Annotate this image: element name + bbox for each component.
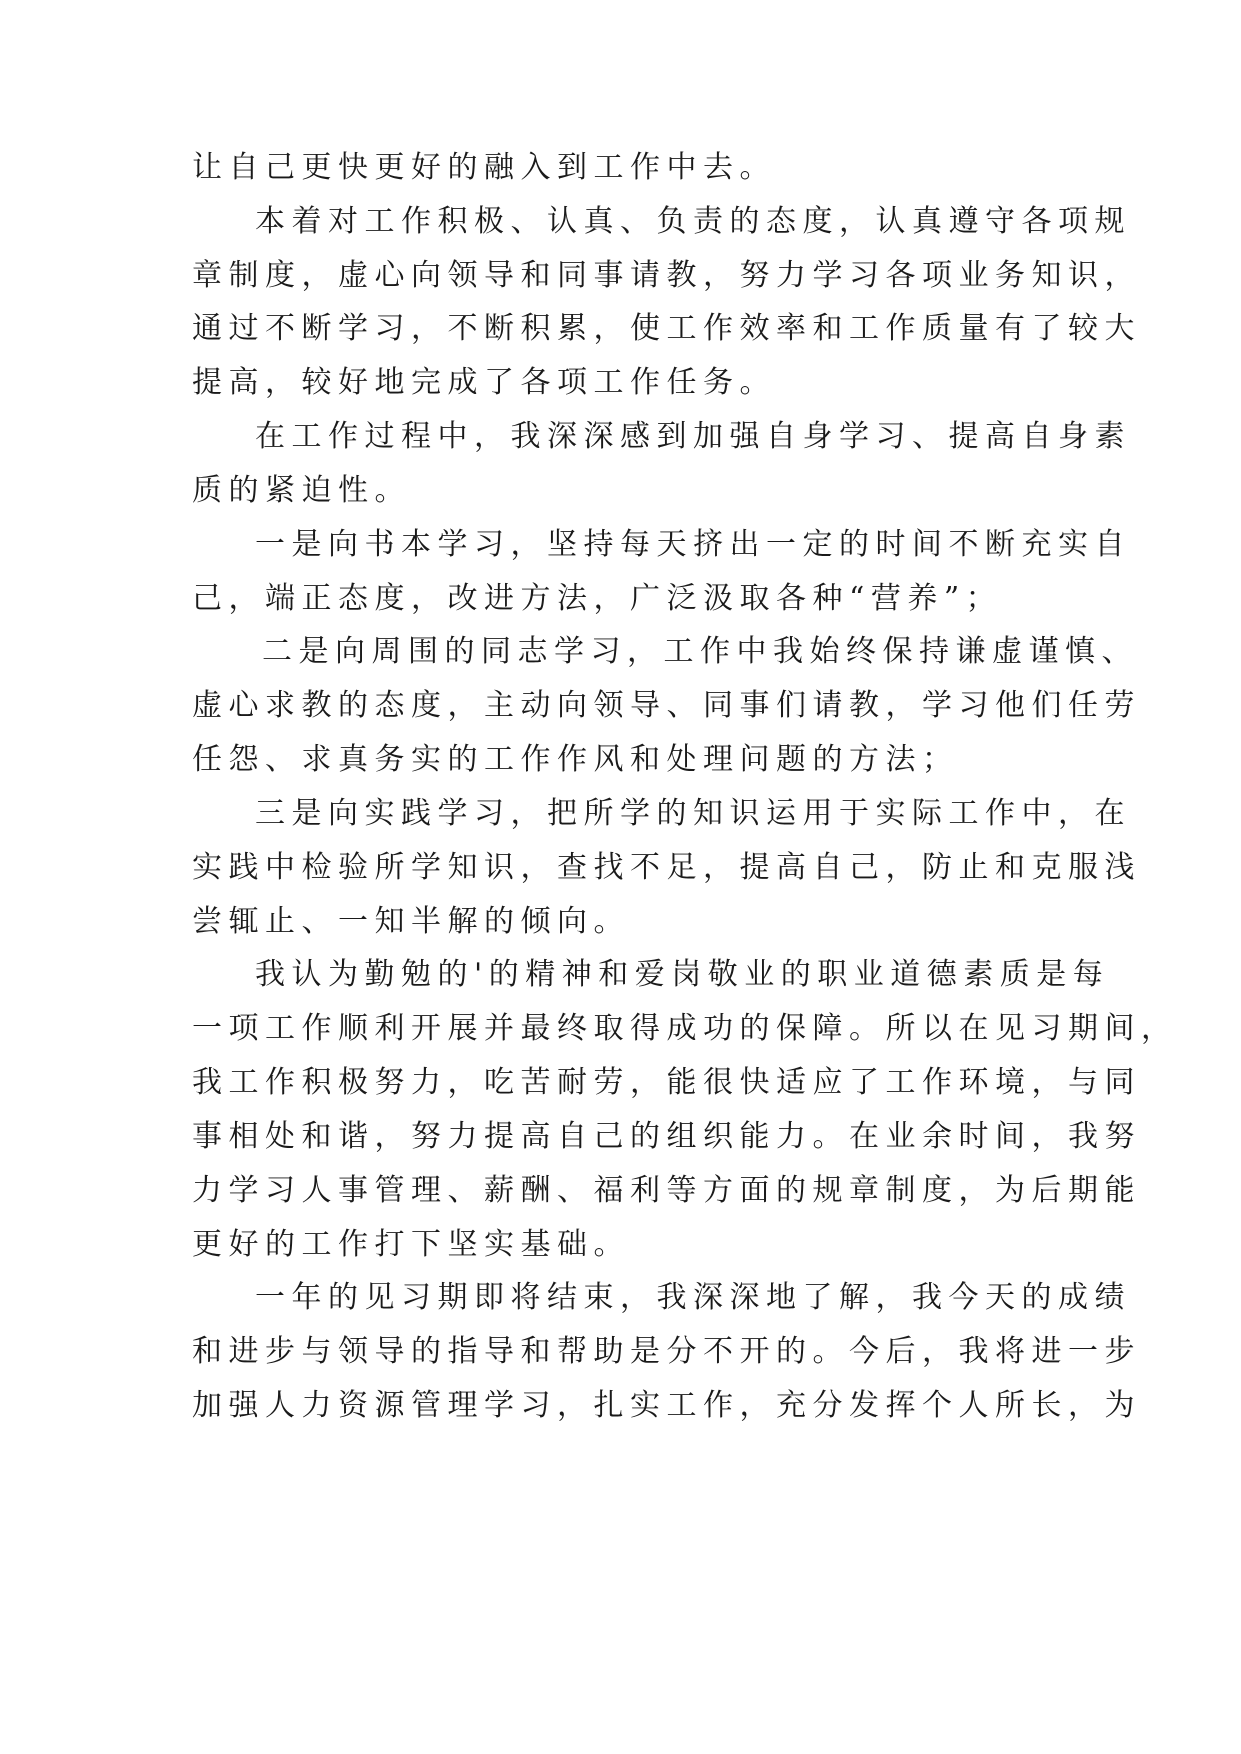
text-line: 本着对工作积极、认真、负责的态度，认真遵守各项规 xyxy=(255,204,1131,239)
text-line: 尝辄止、一知半解的倾向。 xyxy=(192,904,630,939)
text-line: 力学习人事管理、薪酬、福利等方面的规章制度，为后期能 xyxy=(192,1173,1141,1208)
text-line: 虚心求教的态度，主动向领导、同事们请教，学习他们任劳 xyxy=(192,688,1141,723)
text-line: 在工作过程中，我深深感到加强自身学习、提高自身素 xyxy=(255,419,1131,454)
text-line: 一是向书本学习，坚持每天挤出一定的时间不断充实自 xyxy=(255,527,1131,562)
text-line: 加强人力资源管理学习，扎实工作，充分发挥个人所长，为 xyxy=(192,1388,1141,1423)
text-line: 事相处和谐，努力提高自己的组织能力。在业余时间，我努 xyxy=(192,1119,1141,1154)
text-line: 我工作积极努力，吃苦耐劳，能很快适应了工作环境，与同 xyxy=(192,1065,1141,1100)
text-line: 和进步与领导的指导和帮助是分不开的。今后，我将进一步 xyxy=(192,1334,1141,1369)
text-line: 一项工作顺利开展并最终取得成功的保障。所以在见习期间， xyxy=(192,1011,1178,1046)
text-line: 己，端正态度，改进方法，广泛汲取各种“营养”； xyxy=(192,581,1003,616)
text-line: 任怨、求真务实的工作作风和处理问题的方法； xyxy=(192,742,959,777)
text-line: 更好的工作打下坚实基础。 xyxy=(192,1227,630,1262)
text-line: 章制度，虚心向领导和同事请教，努力学习各项业务知识， xyxy=(192,258,1141,293)
text-line: 质的紧迫性。 xyxy=(192,473,411,508)
text-line: 一年的见习期即将结束，我深深地了解，我今天的成绩 xyxy=(255,1280,1131,1315)
text-line: 让自己更快更好的融入到工作中去。 xyxy=(192,150,776,185)
text-line: 三是向实践学习，把所学的知识运用于实际工作中，在 xyxy=(255,796,1131,831)
text-line: 提高，较好地完成了各项工作任务。 xyxy=(192,365,776,400)
text-line: 实践中检验所学知识，查找不足，提高自己，防止和克服浅 xyxy=(192,850,1141,885)
text-line: 二是向周围的同志学习，工作中我始终保持谦虚谨慎、 xyxy=(262,634,1138,669)
text-line: 通过不断学习，不断积累，使工作效率和工作质量有了较大 xyxy=(192,311,1141,346)
text-line: 我认为勤勉的'的精神和爱岗敬业的职业道德素质是每 xyxy=(255,957,1110,992)
